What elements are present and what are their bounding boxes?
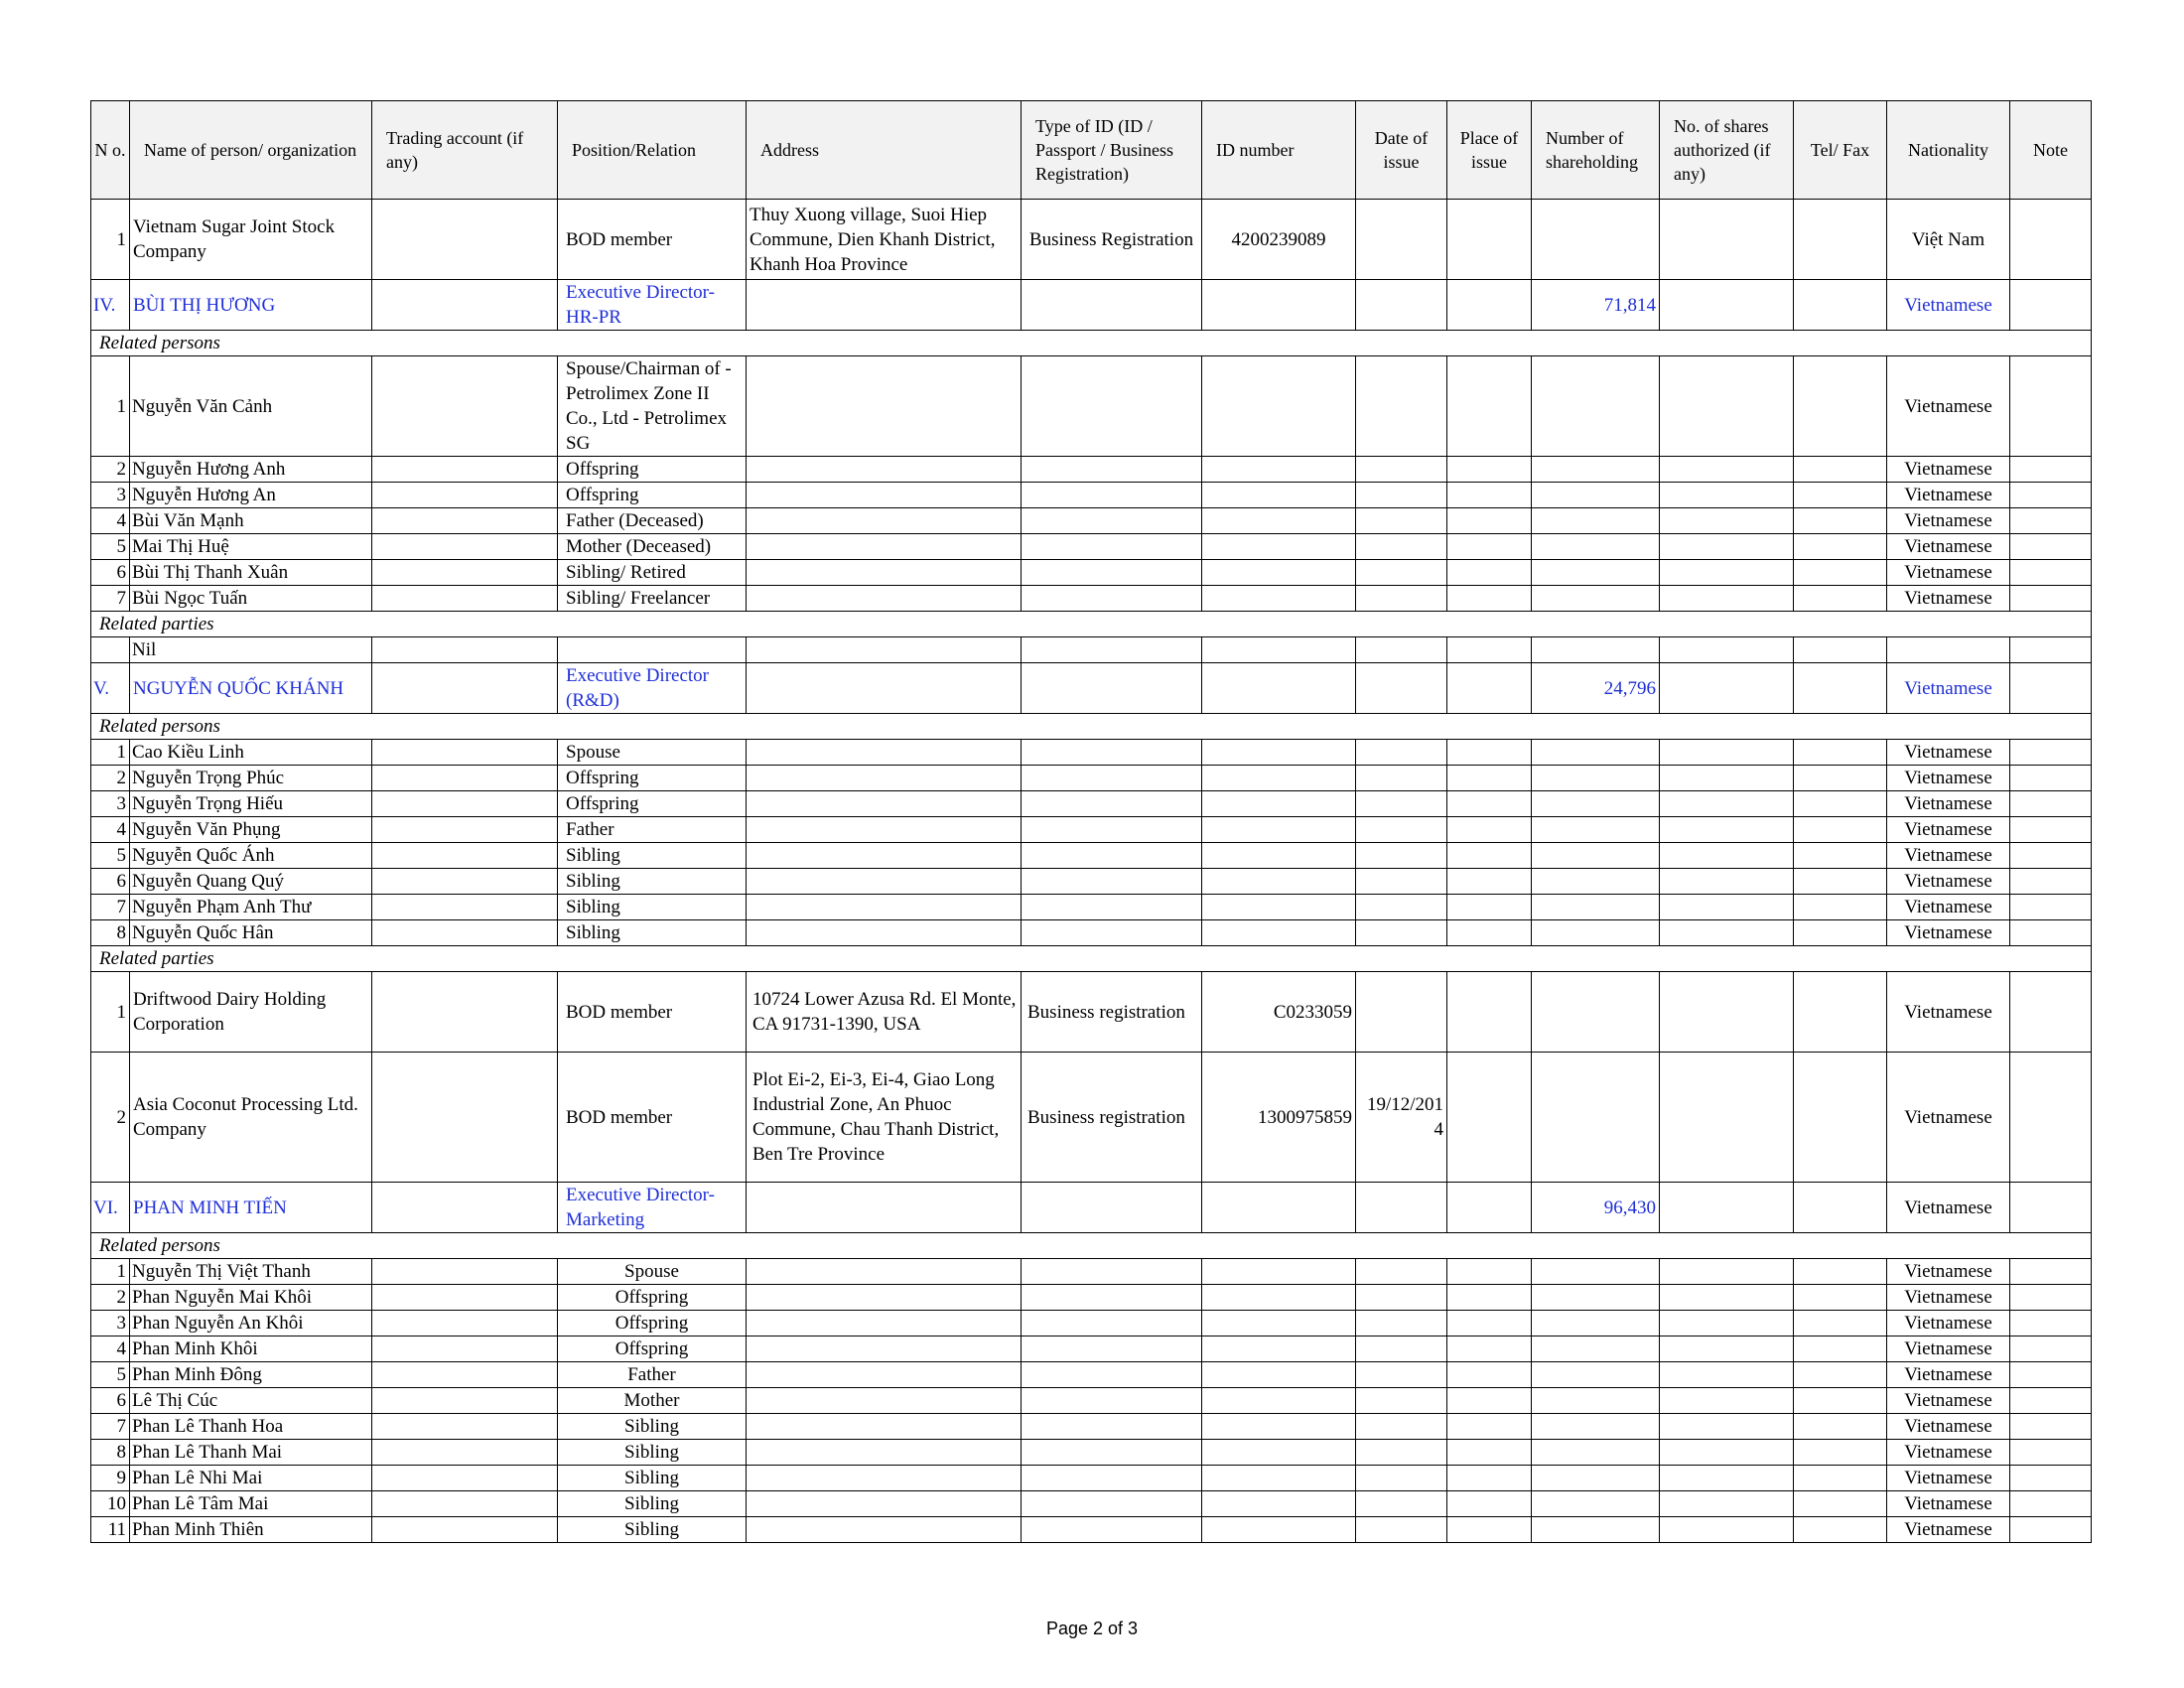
row-address: Thuy Xuong village, Suoi Hiep Commune, Dien Khanh District, Khanh Hoa Province bbox=[747, 200, 1022, 280]
section-no: VI. bbox=[91, 1183, 130, 1233]
header-date-of-issue: Date of issue bbox=[1356, 101, 1447, 200]
section-label-row bbox=[91, 714, 2092, 740]
row-position: Mother bbox=[558, 1388, 747, 1414]
section-label-row bbox=[91, 612, 2092, 637]
row-name: Nil bbox=[130, 637, 372, 663]
row-name: Nguyễn Trọng Hiếu bbox=[130, 791, 372, 817]
row-position: Sibling bbox=[558, 920, 747, 946]
row-no: 2 bbox=[91, 766, 130, 791]
section-position: Executive Director-Marketing bbox=[558, 1183, 747, 1233]
table-row bbox=[91, 483, 2092, 508]
row-no: 6 bbox=[91, 869, 130, 895]
row-no: 1 bbox=[91, 740, 130, 766]
section-nationality: Vietnamese bbox=[1887, 1183, 2010, 1233]
row-no: 6 bbox=[91, 1388, 130, 1414]
header-tel-fax: Tel/ Fax bbox=[1794, 101, 1887, 200]
row-name: Nguyễn Hương An bbox=[130, 483, 372, 508]
row-position: Spouse/Chairman of - Petrolimex Zone II Co., Ltd - Petrolimex SG bbox=[558, 356, 747, 457]
row-nationality: Vietnamese bbox=[1887, 1517, 2010, 1543]
section-head-row bbox=[91, 280, 2092, 331]
row-nationality: Vietnamese bbox=[1887, 869, 2010, 895]
section-label-row bbox=[91, 946, 2092, 972]
table-row bbox=[91, 457, 2092, 483]
section-head-row bbox=[91, 1183, 2092, 1233]
section-label: Related persons bbox=[91, 1233, 2092, 1259]
table-row bbox=[91, 637, 2092, 663]
table-row bbox=[91, 1053, 2092, 1183]
row-nationality: Vietnamese bbox=[1887, 895, 2010, 920]
table-row bbox=[91, 869, 2092, 895]
row-name: Phan Minh Thiên bbox=[130, 1517, 372, 1543]
header-trading-account: Trading account (if any) bbox=[372, 101, 558, 200]
row-position: Father bbox=[558, 1362, 747, 1388]
section-label-row bbox=[91, 331, 2092, 356]
row-no: 4 bbox=[91, 508, 130, 534]
row-name: Nguyễn Thị Việt Thanh bbox=[130, 1259, 372, 1285]
section-nationality: Vietnamese bbox=[1887, 663, 2010, 714]
row-no: 1 bbox=[91, 356, 130, 457]
table-row bbox=[91, 895, 2092, 920]
row-position: Offspring bbox=[558, 1285, 747, 1311]
table-row bbox=[91, 534, 2092, 560]
row-position: Sibling bbox=[558, 1517, 747, 1543]
row-id-number: 1300975859 bbox=[1202, 1053, 1356, 1183]
row-no: 3 bbox=[91, 1311, 130, 1336]
table-row bbox=[91, 560, 2092, 586]
row-nationality: Vietnamese bbox=[1887, 1259, 2010, 1285]
row-no: 1 bbox=[91, 200, 130, 280]
row-no: 4 bbox=[91, 817, 130, 843]
row-name: Nguyễn Phạm Anh Thư bbox=[130, 895, 372, 920]
row-nationality: Vietnamese bbox=[1887, 356, 2010, 457]
row-nationality: Vietnamese bbox=[1887, 1336, 2010, 1362]
row-position: Spouse bbox=[558, 1259, 747, 1285]
row-position: BOD member bbox=[558, 972, 747, 1053]
row-no: 2 bbox=[91, 1053, 130, 1183]
row-name: Nguyễn Hương Anh bbox=[130, 457, 372, 483]
table-row bbox=[91, 1414, 2092, 1440]
row-position: Sibling bbox=[558, 1491, 747, 1517]
header-shareholding: Number of shareholding bbox=[1532, 101, 1660, 200]
section-label-row bbox=[91, 1233, 2092, 1259]
row-name: Nguyễn Văn Phụng bbox=[130, 817, 372, 843]
row-no: 7 bbox=[91, 895, 130, 920]
table-row bbox=[91, 356, 2092, 457]
row-name: Bùi Ngọc Tuấn bbox=[130, 586, 372, 612]
row-position: Sibling bbox=[558, 895, 747, 920]
row-no: 10 bbox=[91, 1491, 130, 1517]
row-no: 6 bbox=[91, 560, 130, 586]
header-nationality: Nationality bbox=[1887, 101, 2010, 200]
section-position: Executive Director (R&D) bbox=[558, 663, 747, 714]
row-no: 9 bbox=[91, 1466, 130, 1491]
row-position: Father bbox=[558, 817, 747, 843]
section-label: Related parties bbox=[91, 946, 2092, 972]
row-no: 4 bbox=[91, 1336, 130, 1362]
row-id-type: Business registration bbox=[1022, 972, 1202, 1053]
header-address: Address bbox=[747, 101, 1022, 200]
row-position: Sibling bbox=[558, 1414, 747, 1440]
row-name: Asia Coconut Processing Ltd. Company bbox=[130, 1053, 372, 1183]
row-name: Vietnam Sugar Joint Stock Company bbox=[130, 200, 372, 280]
header-row bbox=[91, 101, 2092, 200]
header-place-of-issue: Place of issue bbox=[1447, 101, 1532, 200]
section-head-row bbox=[91, 663, 2092, 714]
row-no: 11 bbox=[91, 1517, 130, 1543]
header-id-type: Type of ID (ID / Passport / Business Registration) bbox=[1022, 101, 1202, 200]
section-label: Related parties bbox=[91, 612, 2092, 637]
row-nationality: Vietnamese bbox=[1887, 1053, 2010, 1183]
row-no: 7 bbox=[91, 586, 130, 612]
section-position: Executive Director-HR-PR bbox=[558, 280, 747, 331]
row-position: Spouse bbox=[558, 740, 747, 766]
row-position: Sibling/ Retired bbox=[558, 560, 747, 586]
row-nationality: Vietnamese bbox=[1887, 1414, 2010, 1440]
row-name: Phan Nguyễn An Khôi bbox=[130, 1311, 372, 1336]
table-row bbox=[91, 1517, 2092, 1543]
row-nationality: Vietnamese bbox=[1887, 508, 2010, 534]
row-name: Phan Lê Nhi Mai bbox=[130, 1466, 372, 1491]
row-nationality: Vietnamese bbox=[1887, 920, 2010, 946]
row-nationality: Vietnamese bbox=[1887, 1388, 2010, 1414]
row-nationality: Vietnamese bbox=[1887, 766, 2010, 791]
table-row bbox=[91, 843, 2092, 869]
header-note: Note bbox=[2010, 101, 2092, 200]
row-no: 3 bbox=[91, 483, 130, 508]
row-position: Offspring bbox=[558, 791, 747, 817]
header-name: Name of person/ organization bbox=[130, 101, 372, 200]
table-row bbox=[91, 817, 2092, 843]
row-position: Mother (Deceased) bbox=[558, 534, 747, 560]
header-no: N o. bbox=[91, 101, 130, 200]
row-nationality: Vietnamese bbox=[1887, 1362, 2010, 1388]
table-row bbox=[91, 1491, 2092, 1517]
row-name: Nguyễn Văn Cảnh bbox=[130, 356, 372, 457]
row-nationality: Vietnamese bbox=[1887, 1440, 2010, 1466]
row-id-type: Business Registration bbox=[1022, 200, 1202, 280]
row-position: Offspring bbox=[558, 1311, 747, 1336]
section-no: IV. bbox=[91, 280, 130, 331]
row-address: 10724 Lower Azusa Rd. El Monte, CA 91731-1390, USA bbox=[747, 972, 1022, 1053]
row-nationality: Vietnamese bbox=[1887, 483, 2010, 508]
table-row bbox=[91, 1285, 2092, 1311]
row-date-of-issue bbox=[1356, 972, 1447, 1053]
row-position: Sibling bbox=[558, 1466, 747, 1491]
row-position: BOD member bbox=[558, 1053, 747, 1183]
row-nationality: Vietnamese bbox=[1887, 791, 2010, 817]
section-nationality: Vietnamese bbox=[1887, 280, 2010, 331]
row-name: Bùi Thị Thanh Xuân bbox=[130, 560, 372, 586]
row-no: 2 bbox=[91, 1285, 130, 1311]
table-row bbox=[91, 1388, 2092, 1414]
section-label: Related persons bbox=[91, 331, 2092, 356]
section-name: BÙI THỊ HƯƠNG bbox=[130, 280, 372, 331]
row-no: 3 bbox=[91, 791, 130, 817]
row-position: Offspring bbox=[558, 483, 747, 508]
page-number: Page 2 of 3 bbox=[1045, 1618, 1139, 1638]
row-name: Driftwood Dairy Holding Corporation bbox=[130, 972, 372, 1053]
row-nationality: Vietnamese bbox=[1887, 586, 2010, 612]
row-name: Lê Thị Cúc bbox=[130, 1388, 372, 1414]
section-name: PHAN MINH TIẾN bbox=[130, 1183, 372, 1233]
table-row bbox=[91, 766, 2092, 791]
table-row bbox=[91, 920, 2092, 946]
row-position: Sibling/ Freelancer bbox=[558, 586, 747, 612]
row-name: Phan Lê Thanh Mai bbox=[130, 1440, 372, 1466]
table-row bbox=[91, 508, 2092, 534]
row-nationality: Vietnamese bbox=[1887, 740, 2010, 766]
table-row bbox=[91, 972, 2092, 1053]
row-position: Offspring bbox=[558, 1336, 747, 1362]
section-name: NGUYỄN QUỐC KHÁNH bbox=[130, 663, 372, 714]
row-nationality: Vietnamese bbox=[1887, 1285, 2010, 1311]
row-nationality: Vietnamese bbox=[1887, 457, 2010, 483]
table-body bbox=[91, 200, 2092, 1543]
row-name: Phan Minh Khôi bbox=[130, 1336, 372, 1362]
row-name: Cao Kiều Linh bbox=[130, 740, 372, 766]
row-id-number: 4200239089 bbox=[1202, 200, 1356, 280]
table-row bbox=[91, 1336, 2092, 1362]
row-position: Sibling bbox=[558, 1440, 747, 1466]
row-id-type: Business registration bbox=[1022, 1053, 1202, 1183]
row-nationality: Vietnamese bbox=[1887, 843, 2010, 869]
section-shares: 71,814 bbox=[1532, 280, 1660, 331]
row-position: Offspring bbox=[558, 766, 747, 791]
row-name: Nguyễn Quốc Hân bbox=[130, 920, 372, 946]
row-no: 5 bbox=[91, 843, 130, 869]
table-row bbox=[91, 1362, 2092, 1388]
header-shares-authorized: No. of shares authorized (if any) bbox=[1660, 101, 1794, 200]
row-no: 8 bbox=[91, 1440, 130, 1466]
row-address: Plot Ei-2, Ei-3, Ei-4, Giao Long Industrial Zone, An Phuoc Commune, Chau Thanh District, Ben Tre Province bbox=[747, 1053, 1022, 1183]
row-no: 1 bbox=[91, 1259, 130, 1285]
row-no: 8 bbox=[91, 920, 130, 946]
row-no: 2 bbox=[91, 457, 130, 483]
section-shares: 96,430 bbox=[1532, 1183, 1660, 1233]
row-name: Phan Lê Tâm Mai bbox=[130, 1491, 372, 1517]
row-no: 1 bbox=[91, 972, 130, 1053]
row-nationality: Vietnamese bbox=[1887, 1466, 2010, 1491]
table-row bbox=[91, 586, 2092, 612]
table-row bbox=[91, 200, 2092, 280]
row-no: 5 bbox=[91, 534, 130, 560]
section-label: Related persons bbox=[91, 714, 2092, 740]
row-name: Mai Thị Huệ bbox=[130, 534, 372, 560]
table-row bbox=[91, 1466, 2092, 1491]
row-name: Nguyễn Quốc Ánh bbox=[130, 843, 372, 869]
row-id-number: C0233059 bbox=[1202, 972, 1356, 1053]
row-name: Phan Nguyễn Mai Khôi bbox=[130, 1285, 372, 1311]
table-row bbox=[91, 791, 2092, 817]
row-no: 5 bbox=[91, 1362, 130, 1388]
row-position: Offspring bbox=[558, 457, 747, 483]
table-row bbox=[91, 1259, 2092, 1285]
row-name: Bùi Văn Mạnh bbox=[130, 508, 372, 534]
row-nationality: Việt Nam bbox=[1887, 200, 2010, 280]
row-no: 7 bbox=[91, 1414, 130, 1440]
row-position: BOD member bbox=[558, 200, 747, 280]
row-date-of-issue: 19/12/2014 bbox=[1356, 1053, 1447, 1183]
row-nationality: Vietnamese bbox=[1887, 817, 2010, 843]
header-id-number: ID number bbox=[1202, 101, 1356, 200]
row-name: Nguyễn Trọng Phúc bbox=[130, 766, 372, 791]
section-shares: 24,796 bbox=[1532, 663, 1660, 714]
table-row bbox=[91, 740, 2092, 766]
table-row bbox=[91, 1440, 2092, 1466]
row-nationality: Vietnamese bbox=[1887, 560, 2010, 586]
row-nationality: Vietnamese bbox=[1887, 1491, 2010, 1517]
row-position: Sibling bbox=[558, 869, 747, 895]
related-persons-table bbox=[90, 100, 2092, 1543]
row-position: Sibling bbox=[558, 843, 747, 869]
row-name: Phan Minh Đông bbox=[130, 1362, 372, 1388]
section-no: V. bbox=[91, 663, 130, 714]
table-row bbox=[91, 1311, 2092, 1336]
row-trading-account bbox=[372, 200, 558, 280]
row-nationality: Vietnamese bbox=[1887, 534, 2010, 560]
header-position: Position/Relation bbox=[558, 101, 747, 200]
row-position: Father (Deceased) bbox=[558, 508, 747, 534]
row-name: Nguyễn Quang Quý bbox=[130, 869, 372, 895]
row-nationality: Vietnamese bbox=[1887, 1311, 2010, 1336]
row-name: Phan Lê Thanh Hoa bbox=[130, 1414, 372, 1440]
row-nationality: Vietnamese bbox=[1887, 972, 2010, 1053]
